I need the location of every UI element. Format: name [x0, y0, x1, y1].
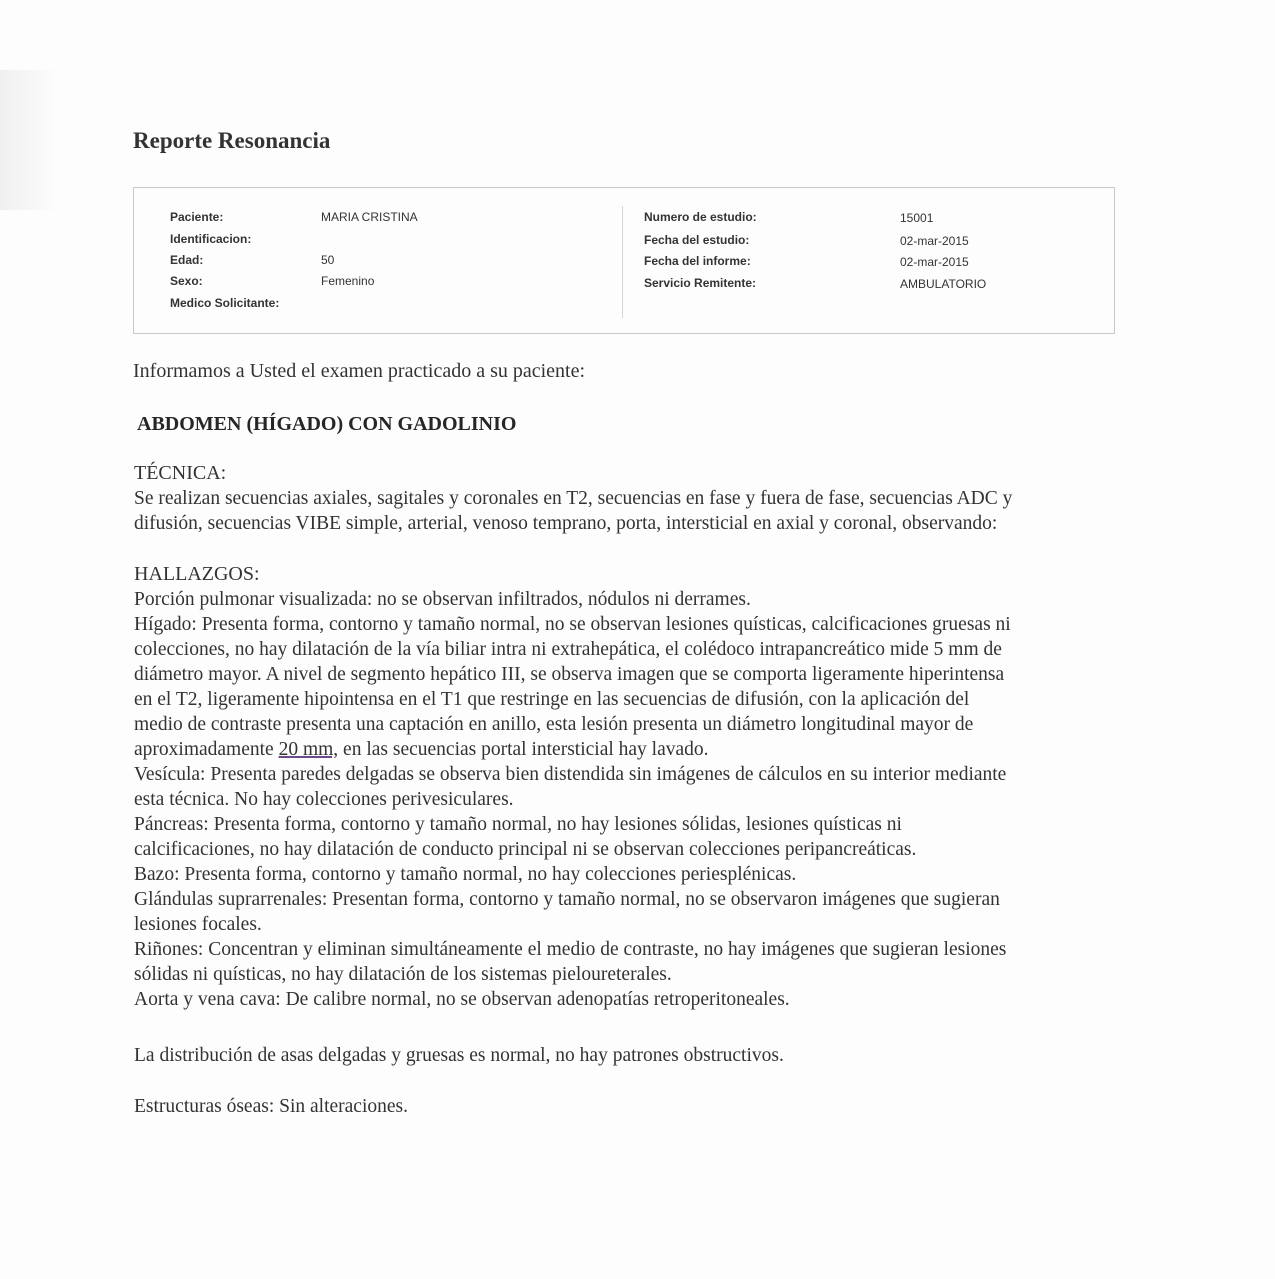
info-label: Fecha del estudio:: [644, 233, 750, 247]
info-label: Servicio Remitente:: [644, 276, 757, 290]
info-value-paciente: MARIA CRISTINA: [321, 210, 418, 224]
info-row-numero: [644, 210, 757, 224]
info-row-fecha-informe: [644, 254, 751, 268]
info-row-edad: [170, 253, 203, 267]
info-value-servicio: AMBULATORIO: [900, 277, 987, 291]
hallazgos-line: Aorta y vena cava: De calibre normal, no se observan adenopatías retroperitoneales.: [134, 989, 790, 1010]
info-row-fecha-estudio: [644, 233, 749, 247]
info-value-sexo: Femenino: [321, 274, 375, 288]
info-value-fecha-estudio: 02-mar-2015: [900, 234, 969, 248]
hallazgos-line: medio de contraste presenta una captación en anillo, esta lesión presenta un diámetro longitudinal mayor de: [134, 714, 974, 735]
handwritten-underline-measurement: 20 mm,: [278, 739, 339, 760]
info-label: Medico Solicitante:: [170, 296, 280, 310]
info-row-medico: [170, 296, 279, 310]
hallazgos-line: lesiones focales.: [134, 914, 262, 935]
info-label: Numero de estudio:: [644, 210, 757, 224]
hallazgos-line: en el T2, ligeramente hipointensa en el T1 que restringe en las secuencias de difusión, con la aplicación del: [134, 689, 970, 710]
asas-paragraph: La distribución de asas delgadas y gruesas es normal, no hay patrones obstructivos.: [134, 1045, 784, 1066]
info-label: Sexo:: [170, 274, 203, 288]
text-segment: en las secuencias portal intersticial hay lavado.: [338, 739, 709, 760]
hallazgos-line: Riñones: Concentran y eliminan simultáneamente el medio de contraste, no hay imágenes que sugieran lesiones: [134, 939, 1007, 960]
info-row-paciente: [170, 210, 223, 224]
hallazgos-line: colecciones, no hay dilatación de la vía biliar intra ni extrahepática, el colédoco intrapancreático mide 5 mm de: [134, 639, 1002, 660]
info-row-identificacion: [170, 232, 251, 246]
hallazgos-line: Hígado: Presenta forma, contorno y tamaño normal, no se observan lesiones quísticas, calcificaciones gruesas ni: [134, 614, 1011, 635]
hallazgos-line: Glándulas suprarrenales: Presentan forma, contorno y tamaño normal, no se observaron imágenes que sugieran: [134, 889, 1000, 910]
hallazgos-line: Bazo: Presenta forma, contorno y tamaño normal, no hay colecciones periesplénicas.: [134, 864, 797, 885]
info-label: Paciente:: [170, 210, 224, 224]
hallazgos-line: Vesícula: Presenta paredes delgadas se observa bien distendida sin imágenes de cálculos en su interior mediante: [134, 764, 1007, 785]
info-value-fecha-informe: 02-mar-2015: [900, 255, 969, 269]
hallazgos-line-underlined: [134, 737, 1124, 762]
report-title: Reporte Resonancia: [133, 128, 331, 153]
scan-artifact: [0, 70, 60, 210]
tecnica-line: Se realizan secuencias axiales, sagitales y coronales en T2, secuencias en fase y fuera de fase, secuencias ADC y: [134, 488, 1013, 509]
info-divider: [622, 206, 623, 318]
hallazgos-line: esta técnica. No hay colecciones perivesiculares.: [134, 789, 514, 810]
hallazgos-line: sólidas ni quísticas, no hay dilatación de los sistemas pieloureterales.: [134, 964, 672, 985]
hallazgos-line: calcificaciones, no hay dilatación de conducto principal ni se observan colecciones peripancreáticas.: [134, 839, 917, 860]
hallazgos-section: [134, 562, 1124, 1012]
info-label: Identificacion:: [170, 232, 252, 246]
hallazgos-label: HALLAZGOS:: [134, 563, 260, 585]
tecnica-section: [134, 461, 1124, 536]
info-row-servicio: [644, 276, 756, 290]
info-label: Fecha del informe:: [644, 254, 751, 268]
info-value-numero: 15001: [900, 211, 934, 225]
intro-text: Informamos a Usted el examen practicado a su paciente:: [133, 360, 586, 382]
text-segment: aproximadamente: [134, 739, 279, 760]
exam-title: ABDOMEN (HÍGADO) CON GADOLINIO: [137, 413, 517, 435]
hallazgos-line: Páncreas: Presenta forma, contorno y tamaño normal, no hay lesiones sólidas, lesiones quísticas ni: [134, 814, 902, 835]
oseas-paragraph: Estructuras óseas: Sin alteraciones.: [134, 1096, 408, 1117]
info-label: Edad:: [170, 253, 204, 267]
hallazgos-line: diámetro mayor. A nivel de segmento hepático III, se observa imagen que se comporta ligeramente hiperintensa: [134, 664, 1005, 685]
info-row-sexo: [170, 274, 203, 288]
info-value-edad: 50: [321, 253, 335, 267]
patient-info-box: [133, 187, 1115, 334]
tecnica-label: TÉCNICA:: [134, 462, 227, 484]
tecnica-line: difusión, secuencias VIBE simple, arterial, venoso temprano, porta, intersticial en axial y coronal, observando:: [134, 513, 998, 534]
hallazgos-line: Porción pulmonar visualizada: no se observan infiltrados, nódulos ni derrames.: [134, 589, 751, 610]
